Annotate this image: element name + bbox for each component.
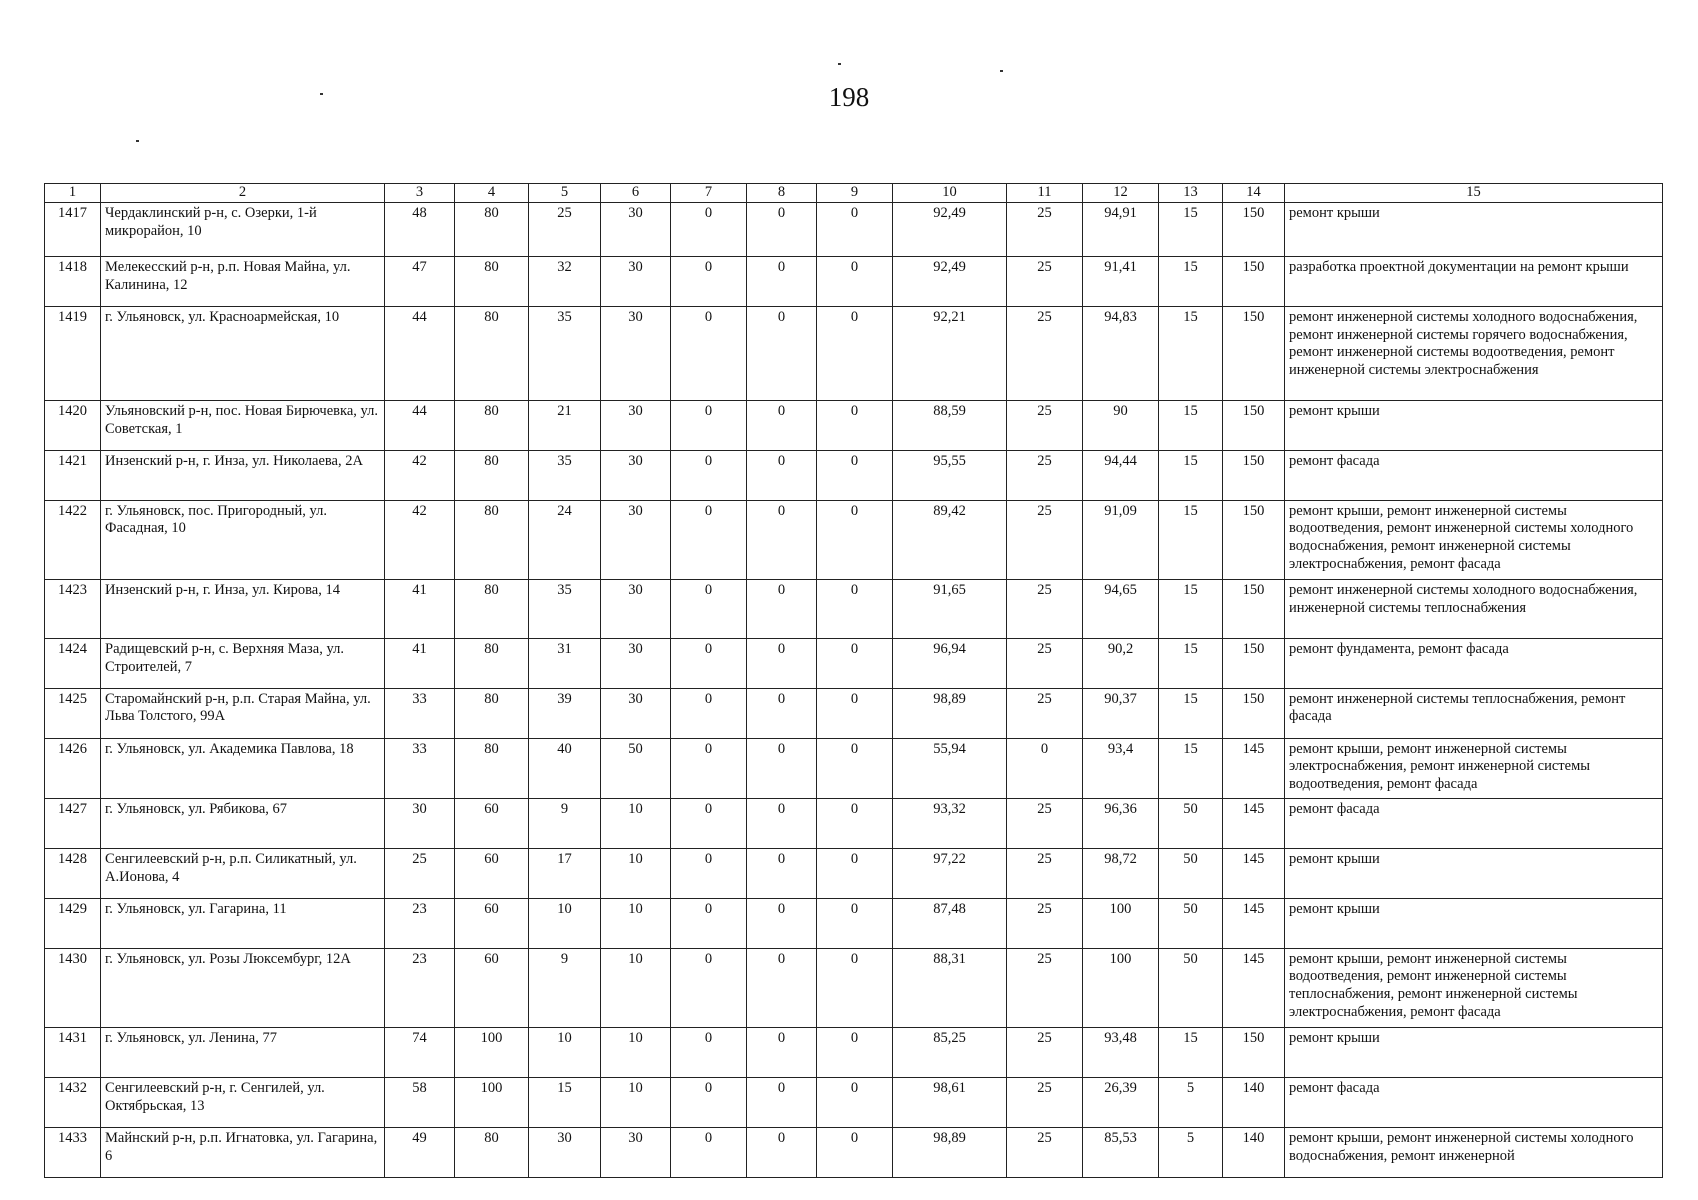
cell-c11: 25 xyxy=(1007,1078,1083,1128)
cell-c6: 10 xyxy=(601,1028,671,1078)
column-header-1: 1 xyxy=(45,184,101,203)
cell-c8: 0 xyxy=(747,202,817,256)
cell-c3: 49 xyxy=(385,1128,455,1178)
works-cell: ремонт крыши xyxy=(1285,401,1663,451)
row-number: 1433 xyxy=(45,1128,101,1178)
works-cell: ремонт фундамента, ремонт фасада xyxy=(1285,638,1663,688)
cell-c5: 35 xyxy=(529,580,601,638)
cell-c9: 0 xyxy=(817,306,893,400)
cell-c7: 0 xyxy=(671,799,747,849)
cell-c10: 98,89 xyxy=(893,1128,1007,1178)
cell-c10: 88,59 xyxy=(893,401,1007,451)
cell-c7: 0 xyxy=(671,1078,747,1128)
cell-c3: 74 xyxy=(385,1028,455,1078)
cell-c13: 15 xyxy=(1159,401,1223,451)
row-number: 1419 xyxy=(45,306,101,400)
cell-c14: 150 xyxy=(1223,257,1285,307)
address-cell: Старомайнский р-н, р.п. Старая Майна, ул. Льва Толстого, 99А xyxy=(101,688,385,738)
address-cell: Чердаклинский р-н, с. Озерки, 1-й микрорайон, 10 xyxy=(101,202,385,256)
cell-c5: 17 xyxy=(529,849,601,899)
cell-c14: 150 xyxy=(1223,202,1285,256)
cell-c13: 5 xyxy=(1159,1128,1223,1178)
cell-c4: 80 xyxy=(455,500,529,580)
cell-c12: 96,36 xyxy=(1083,799,1159,849)
cell-c12: 93,4 xyxy=(1083,738,1159,799)
address-cell: г. Ульяновск, ул. Гагарина, 11 xyxy=(101,898,385,948)
cell-c14: 150 xyxy=(1223,450,1285,500)
column-header-14: 14 xyxy=(1223,184,1285,203)
cell-c4: 60 xyxy=(455,799,529,849)
cell-c5: 10 xyxy=(529,898,601,948)
column-header-3: 3 xyxy=(385,184,455,203)
cell-c8: 0 xyxy=(747,688,817,738)
cell-c8: 0 xyxy=(747,580,817,638)
cell-c4: 60 xyxy=(455,898,529,948)
cell-c5: 35 xyxy=(529,306,601,400)
cell-c9: 0 xyxy=(817,580,893,638)
cell-c14: 145 xyxy=(1223,849,1285,899)
cell-c6: 10 xyxy=(601,1078,671,1128)
cell-c9: 0 xyxy=(817,257,893,307)
cell-c9: 0 xyxy=(817,500,893,580)
works-cell: ремонт фасада xyxy=(1285,1078,1663,1128)
cell-c12: 94,44 xyxy=(1083,450,1159,500)
cell-c13: 50 xyxy=(1159,799,1223,849)
cell-c5: 10 xyxy=(529,1028,601,1078)
cell-c12: 94,83 xyxy=(1083,306,1159,400)
cell-c3: 42 xyxy=(385,500,455,580)
cell-c10: 55,94 xyxy=(893,738,1007,799)
column-header-2: 2 xyxy=(101,184,385,203)
cell-c12: 94,65 xyxy=(1083,580,1159,638)
scan-speck xyxy=(320,93,323,95)
cell-c4: 80 xyxy=(455,450,529,500)
cell-c7: 0 xyxy=(671,898,747,948)
works-cell: разработка проектной документации на ремонт крыши xyxy=(1285,257,1663,307)
cell-c7: 0 xyxy=(671,948,747,1028)
cell-c6: 10 xyxy=(601,849,671,899)
cell-c11: 25 xyxy=(1007,306,1083,400)
scan-speck xyxy=(1000,70,1003,72)
cell-c4: 80 xyxy=(455,401,529,451)
cell-c5: 30 xyxy=(529,1128,601,1178)
cell-c8: 0 xyxy=(747,500,817,580)
address-cell: Майнский р-н, р.п. Игнатовка, ул. Гагарина, 6 xyxy=(101,1128,385,1178)
cell-c11: 25 xyxy=(1007,1028,1083,1078)
address-cell: Сенгилеевский р-н, р.п. Силикатный, ул. А.Ионова, 4 xyxy=(101,849,385,899)
row-number: 1418 xyxy=(45,257,101,307)
cell-c10: 98,61 xyxy=(893,1078,1007,1128)
cell-c9: 0 xyxy=(817,1028,893,1078)
cell-c8: 0 xyxy=(747,898,817,948)
cell-c4: 60 xyxy=(455,948,529,1028)
cell-c11: 25 xyxy=(1007,898,1083,948)
address-cell: Инзенский р-н, г. Инза, ул. Кирова, 14 xyxy=(101,580,385,638)
scan-speck xyxy=(838,63,841,65)
cell-c10: 87,48 xyxy=(893,898,1007,948)
column-header-9: 9 xyxy=(817,184,893,203)
works-cell: ремонт крыши xyxy=(1285,1028,1663,1078)
cell-c7: 0 xyxy=(671,638,747,688)
cell-c8: 0 xyxy=(747,257,817,307)
cell-c7: 0 xyxy=(671,1128,747,1178)
cell-c3: 30 xyxy=(385,799,455,849)
address-cell: Ульяновский р-н, пос. Новая Бирючевка, ул. Советская, 1 xyxy=(101,401,385,451)
address-cell: Сенгилеевский р-н, г. Сенгилей, ул. Октябрьская, 13 xyxy=(101,1078,385,1128)
cell-c4: 80 xyxy=(455,580,529,638)
works-cell: ремонт крыши, ремонт инженерной системы холодного водоснабжения, ремонт инженерной xyxy=(1285,1128,1663,1178)
column-header-4: 4 xyxy=(455,184,529,203)
cell-c14: 150 xyxy=(1223,1028,1285,1078)
cell-c8: 0 xyxy=(747,738,817,799)
address-cell: Радищевский р-н, с. Верхняя Маза, ул. Строителей, 7 xyxy=(101,638,385,688)
cell-c7: 0 xyxy=(671,738,747,799)
cell-c11: 25 xyxy=(1007,580,1083,638)
cell-c13: 15 xyxy=(1159,738,1223,799)
table-row xyxy=(45,580,1663,638)
cell-c7: 0 xyxy=(671,1028,747,1078)
cell-c10: 89,42 xyxy=(893,500,1007,580)
cell-c5: 9 xyxy=(529,799,601,849)
cell-c6: 30 xyxy=(601,500,671,580)
cell-c13: 50 xyxy=(1159,948,1223,1028)
cell-c8: 0 xyxy=(747,1028,817,1078)
cell-c4: 80 xyxy=(455,202,529,256)
cell-c6: 30 xyxy=(601,401,671,451)
cell-c7: 0 xyxy=(671,500,747,580)
cell-c9: 0 xyxy=(817,1078,893,1128)
cell-c4: 80 xyxy=(455,1128,529,1178)
table-row xyxy=(45,1078,1663,1128)
cell-c10: 98,89 xyxy=(893,688,1007,738)
cell-c7: 0 xyxy=(671,688,747,738)
works-cell: ремонт крыши, ремонт инженерной системы электроснабжения, ремонт инженерной системы водоотведения, ремонт фасада xyxy=(1285,738,1663,799)
row-number: 1424 xyxy=(45,638,101,688)
cell-c6: 30 xyxy=(601,580,671,638)
cell-c6: 50 xyxy=(601,738,671,799)
cell-c5: 31 xyxy=(529,638,601,688)
cell-c13: 15 xyxy=(1159,450,1223,500)
address-cell: Инзенский р-н, г. Инза, ул. Николаева, 2А xyxy=(101,450,385,500)
cell-c5: 40 xyxy=(529,738,601,799)
column-header-11: 11 xyxy=(1007,184,1083,203)
cell-c8: 0 xyxy=(747,401,817,451)
cell-c4: 60 xyxy=(455,849,529,899)
cell-c6: 30 xyxy=(601,1128,671,1178)
cell-c6: 10 xyxy=(601,948,671,1028)
works-cell: ремонт инженерной системы холодного водоснабжения, ремонт инженерной системы горячего водоснабжения, ремонт инженерной системы водоотведения, ремонт инженерной системы электроснабжения xyxy=(1285,306,1663,400)
cell-c14: 150 xyxy=(1223,401,1285,451)
column-header-15: 15 xyxy=(1285,184,1663,203)
table-row xyxy=(45,948,1663,1028)
address-cell: г. Ульяновск, пос. Пригородный, ул. Фасадная, 10 xyxy=(101,500,385,580)
address-cell: г. Ульяновск, ул. Рябикова, 67 xyxy=(101,799,385,849)
cell-c13: 15 xyxy=(1159,1028,1223,1078)
works-cell: ремонт крыши xyxy=(1285,898,1663,948)
cell-c10: 97,22 xyxy=(893,849,1007,899)
cell-c4: 80 xyxy=(455,306,529,400)
scan-speck xyxy=(136,140,139,142)
cell-c13: 50 xyxy=(1159,849,1223,899)
cell-c14: 145 xyxy=(1223,738,1285,799)
cell-c14: 150 xyxy=(1223,580,1285,638)
cell-c3: 41 xyxy=(385,580,455,638)
works-cell: ремонт крыши xyxy=(1285,202,1663,256)
cell-c12: 100 xyxy=(1083,898,1159,948)
works-cell: ремонт инженерной системы холодного водоснабжения, инженерной системы теплоснабжения xyxy=(1285,580,1663,638)
table-row xyxy=(45,1028,1663,1078)
cell-c11: 25 xyxy=(1007,638,1083,688)
cell-c11: 25 xyxy=(1007,450,1083,500)
cell-c9: 0 xyxy=(817,202,893,256)
table-row xyxy=(45,638,1663,688)
cell-c4: 100 xyxy=(455,1028,529,1078)
cell-c11: 25 xyxy=(1007,500,1083,580)
works-cell: ремонт фасада xyxy=(1285,799,1663,849)
cell-c7: 0 xyxy=(671,306,747,400)
cell-c13: 15 xyxy=(1159,580,1223,638)
cell-c9: 0 xyxy=(817,849,893,899)
cell-c5: 15 xyxy=(529,1078,601,1128)
cell-c7: 0 xyxy=(671,450,747,500)
table-row xyxy=(45,202,1663,256)
table-row xyxy=(45,500,1663,580)
cell-c14: 150 xyxy=(1223,306,1285,400)
cell-c5: 32 xyxy=(529,257,601,307)
address-cell: г. Ульяновск, ул. Розы Люксембург, 12А xyxy=(101,948,385,1028)
row-number: 1422 xyxy=(45,500,101,580)
cell-c6: 30 xyxy=(601,257,671,307)
table-row xyxy=(45,849,1663,899)
cell-c12: 100 xyxy=(1083,948,1159,1028)
cell-c4: 80 xyxy=(455,638,529,688)
row-number: 1432 xyxy=(45,1078,101,1128)
cell-c9: 0 xyxy=(817,450,893,500)
column-header-12: 12 xyxy=(1083,184,1159,203)
column-header-13: 13 xyxy=(1159,184,1223,203)
cell-c11: 25 xyxy=(1007,257,1083,307)
row-number: 1421 xyxy=(45,450,101,500)
cell-c12: 94,91 xyxy=(1083,202,1159,256)
row-number: 1427 xyxy=(45,799,101,849)
table-row xyxy=(45,306,1663,400)
table-row xyxy=(45,257,1663,307)
cell-c13: 15 xyxy=(1159,202,1223,256)
cell-c4: 100 xyxy=(455,1078,529,1128)
cell-c9: 0 xyxy=(817,898,893,948)
cell-c12: 85,53 xyxy=(1083,1128,1159,1178)
cell-c4: 80 xyxy=(455,688,529,738)
cell-c3: 41 xyxy=(385,638,455,688)
cell-c13: 5 xyxy=(1159,1078,1223,1128)
table-body xyxy=(45,202,1663,1177)
column-header-5: 5 xyxy=(529,184,601,203)
cell-c6: 30 xyxy=(601,306,671,400)
cell-c11: 25 xyxy=(1007,1128,1083,1178)
cell-c13: 15 xyxy=(1159,688,1223,738)
cell-c10: 96,94 xyxy=(893,638,1007,688)
cell-c13: 15 xyxy=(1159,306,1223,400)
cell-c10: 88,31 xyxy=(893,948,1007,1028)
cell-c14: 150 xyxy=(1223,500,1285,580)
cell-c13: 15 xyxy=(1159,257,1223,307)
row-number: 1426 xyxy=(45,738,101,799)
cell-c5: 35 xyxy=(529,450,601,500)
cell-c10: 95,55 xyxy=(893,450,1007,500)
cell-c9: 0 xyxy=(817,948,893,1028)
cell-c5: 24 xyxy=(529,500,601,580)
cell-c10: 91,65 xyxy=(893,580,1007,638)
cell-c10: 92,49 xyxy=(893,202,1007,256)
cell-c9: 0 xyxy=(817,688,893,738)
cell-c3: 23 xyxy=(385,948,455,1028)
cell-c6: 10 xyxy=(601,799,671,849)
cell-c5: 9 xyxy=(529,948,601,1028)
register-table xyxy=(44,183,1663,1178)
cell-c12: 90,2 xyxy=(1083,638,1159,688)
cell-c3: 42 xyxy=(385,450,455,500)
cell-c12: 91,09 xyxy=(1083,500,1159,580)
address-cell: г. Ульяновск, ул. Академика Павлова, 18 xyxy=(101,738,385,799)
cell-c5: 21 xyxy=(529,401,601,451)
cell-c9: 0 xyxy=(817,1128,893,1178)
cell-c11: 25 xyxy=(1007,688,1083,738)
cell-c11: 25 xyxy=(1007,401,1083,451)
cell-c3: 33 xyxy=(385,738,455,799)
cell-c7: 0 xyxy=(671,257,747,307)
cell-c14: 145 xyxy=(1223,948,1285,1028)
cell-c3: 58 xyxy=(385,1078,455,1128)
cell-c8: 0 xyxy=(747,849,817,899)
cell-c13: 50 xyxy=(1159,898,1223,948)
column-header-8: 8 xyxy=(747,184,817,203)
cell-c3: 47 xyxy=(385,257,455,307)
works-cell: ремонт крыши xyxy=(1285,849,1663,899)
cell-c13: 15 xyxy=(1159,638,1223,688)
cell-c3: 48 xyxy=(385,202,455,256)
cell-c14: 150 xyxy=(1223,638,1285,688)
column-header-10: 10 xyxy=(893,184,1007,203)
table-row xyxy=(45,799,1663,849)
cell-c11: 25 xyxy=(1007,948,1083,1028)
cell-c14: 150 xyxy=(1223,688,1285,738)
cell-c9: 0 xyxy=(817,799,893,849)
address-cell: Мелекесский р-н, р.п. Новая Майна, ул. Калинина, 12 xyxy=(101,257,385,307)
row-number: 1428 xyxy=(45,849,101,899)
cell-c10: 92,21 xyxy=(893,306,1007,400)
row-number: 1431 xyxy=(45,1028,101,1078)
cell-c12: 93,48 xyxy=(1083,1028,1159,1078)
column-header-7: 7 xyxy=(671,184,747,203)
page-number: 198 xyxy=(828,82,870,112)
cell-c11: 25 xyxy=(1007,799,1083,849)
row-number: 1417 xyxy=(45,202,101,256)
cell-c6: 30 xyxy=(601,688,671,738)
cell-c5: 39 xyxy=(529,688,601,738)
cell-c5: 25 xyxy=(529,202,601,256)
works-cell: ремонт инженерной системы теплоснабжения, ремонт фасада xyxy=(1285,688,1663,738)
cell-c14: 140 xyxy=(1223,1078,1285,1128)
cell-c10: 93,32 xyxy=(893,799,1007,849)
cell-c12: 26,39 xyxy=(1083,1078,1159,1128)
row-number: 1425 xyxy=(45,688,101,738)
cell-c3: 33 xyxy=(385,688,455,738)
cell-c9: 0 xyxy=(817,638,893,688)
cell-c3: 44 xyxy=(385,306,455,400)
cell-c12: 90,37 xyxy=(1083,688,1159,738)
cell-c8: 0 xyxy=(747,1078,817,1128)
table-row xyxy=(45,450,1663,500)
works-cell: ремонт крыши, ремонт инженерной системы водоотведения, ремонт инженерной системы холодного водоснабжения, ремонт инженерной системы электроснабжения, ремонт фасада xyxy=(1285,500,1663,580)
cell-c6: 30 xyxy=(601,202,671,256)
address-cell: г. Ульяновск, ул. Ленина, 77 xyxy=(101,1028,385,1078)
cell-c8: 0 xyxy=(747,799,817,849)
row-number: 1423 xyxy=(45,580,101,638)
cell-c14: 145 xyxy=(1223,799,1285,849)
cell-c12: 90 xyxy=(1083,401,1159,451)
cell-c9: 0 xyxy=(817,738,893,799)
table-row xyxy=(45,738,1663,799)
cell-c10: 85,25 xyxy=(893,1028,1007,1078)
cell-c6: 30 xyxy=(601,450,671,500)
cell-c8: 0 xyxy=(747,948,817,1028)
cell-c11: 25 xyxy=(1007,849,1083,899)
cell-c8: 0 xyxy=(747,450,817,500)
header-row xyxy=(45,184,1663,203)
cell-c3: 23 xyxy=(385,898,455,948)
row-number: 1429 xyxy=(45,898,101,948)
cell-c9: 0 xyxy=(817,401,893,451)
cell-c13: 15 xyxy=(1159,500,1223,580)
cell-c3: 25 xyxy=(385,849,455,899)
works-cell: ремонт фасада xyxy=(1285,450,1663,500)
cell-c4: 80 xyxy=(455,257,529,307)
row-number: 1430 xyxy=(45,948,101,1028)
cell-c3: 44 xyxy=(385,401,455,451)
row-number: 1420 xyxy=(45,401,101,451)
cell-c11: 25 xyxy=(1007,202,1083,256)
cell-c7: 0 xyxy=(671,849,747,899)
cell-c12: 98,72 xyxy=(1083,849,1159,899)
cell-c8: 0 xyxy=(747,638,817,688)
cell-c8: 0 xyxy=(747,306,817,400)
cell-c14: 145 xyxy=(1223,898,1285,948)
cell-c7: 0 xyxy=(671,202,747,256)
cell-c7: 0 xyxy=(671,580,747,638)
cell-c6: 10 xyxy=(601,898,671,948)
cell-c10: 92,49 xyxy=(893,257,1007,307)
works-cell: ремонт крыши, ремонт инженерной системы водоотведения, ремонт инженерной системы теплоснабжения, ремонт инженерной системы электроснабжения, ремонт фасада xyxy=(1285,948,1663,1028)
table-row xyxy=(45,688,1663,738)
table-row xyxy=(45,401,1663,451)
table-row xyxy=(45,1128,1663,1178)
cell-c14: 140 xyxy=(1223,1128,1285,1178)
cell-c7: 0 xyxy=(671,401,747,451)
cell-c12: 91,41 xyxy=(1083,257,1159,307)
table-row xyxy=(45,898,1663,948)
cell-c4: 80 xyxy=(455,738,529,799)
address-cell: г. Ульяновск, ул. Красноармейская, 10 xyxy=(101,306,385,400)
cell-c11: 0 xyxy=(1007,738,1083,799)
column-header-6: 6 xyxy=(601,184,671,203)
cell-c6: 30 xyxy=(601,638,671,688)
cell-c8: 0 xyxy=(747,1128,817,1178)
